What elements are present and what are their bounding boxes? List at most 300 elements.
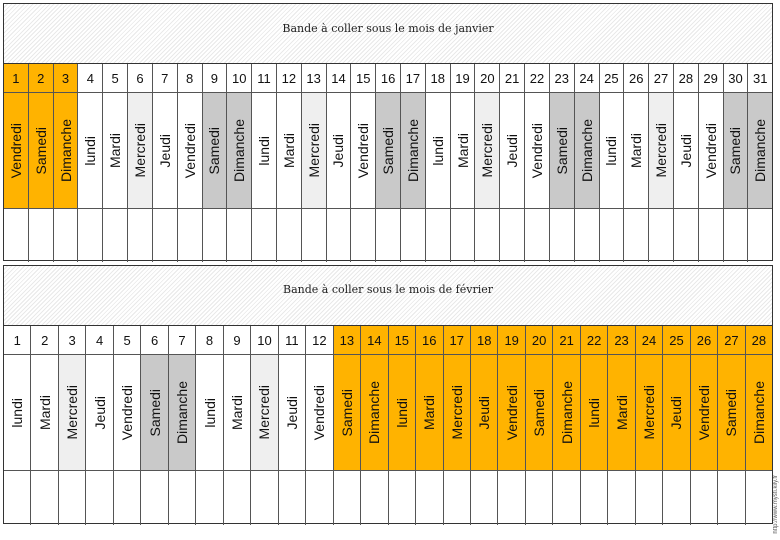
day-name-cell	[29, 92, 53, 209]
day-name: Mardi	[36, 394, 53, 430]
day-name-cell	[327, 92, 351, 209]
blank-cell	[553, 471, 579, 525]
day-column	[141, 326, 168, 525]
day-name: lundi	[256, 135, 273, 166]
day-name-cell	[86, 354, 112, 471]
day-number: 6	[150, 332, 159, 348]
day-name-cell	[279, 354, 305, 471]
blank-cell	[581, 471, 607, 525]
day-number: 9	[233, 332, 241, 348]
blank-cell	[227, 209, 251, 262]
day-column	[251, 326, 278, 525]
day-number: 5	[111, 70, 119, 86]
day-column	[663, 326, 690, 525]
day-name-cell	[608, 354, 634, 471]
day-name: Dimanche	[750, 380, 767, 445]
day-name-cell	[351, 92, 375, 209]
day-name-cell	[224, 354, 250, 471]
blank-cell	[277, 209, 301, 262]
day-name: Dimanche	[752, 118, 769, 183]
blank-cell	[114, 471, 140, 525]
day-name: Samedi	[338, 388, 355, 437]
day-number: 7	[178, 332, 186, 348]
blank-cell	[500, 209, 524, 262]
day-name: Mardi	[613, 394, 630, 430]
day-name: Samedi	[32, 126, 49, 175]
blank-cell	[128, 209, 152, 262]
day-name-cell	[498, 354, 524, 471]
blank-cell	[361, 471, 387, 525]
day-name-cell	[526, 354, 552, 471]
day-name-cell	[550, 92, 574, 209]
january-header	[4, 4, 772, 64]
day-column	[550, 64, 575, 262]
day-number: 15	[356, 70, 371, 86]
day-name: Jeudi	[668, 395, 685, 430]
day-number: 19	[455, 70, 470, 86]
day-number: 28	[678, 70, 694, 86]
blank-cell	[251, 471, 277, 525]
day-column	[475, 64, 500, 262]
day-name: Vendredi	[702, 122, 719, 179]
day-column	[444, 326, 471, 525]
blank-cell	[306, 471, 332, 525]
day-name: Dimanche	[404, 118, 421, 183]
day-name-cell	[575, 92, 599, 209]
day-name: Dimanche	[366, 380, 383, 445]
day-name-cell	[203, 92, 227, 209]
day-name: Mardi	[628, 132, 645, 168]
day-name: Jeudi	[91, 395, 108, 430]
day-number: 15	[389, 326, 415, 354]
day-name-cell	[500, 92, 524, 209]
day-column	[724, 64, 749, 262]
blank-cell	[203, 209, 227, 262]
day-column	[649, 64, 674, 262]
day-number: 26	[691, 326, 717, 354]
day-number: 17	[405, 70, 421, 86]
blank-cell	[224, 471, 250, 525]
blank-cell	[389, 471, 415, 525]
day-number: 4	[96, 332, 104, 348]
day-name: Dimanche	[578, 118, 595, 183]
day-number: 11	[285, 332, 299, 348]
day-column	[327, 64, 352, 262]
day-number: 24	[579, 70, 594, 86]
day-name: Vendredi	[181, 122, 198, 179]
day-name-cell	[444, 354, 470, 471]
day-name: Jeudi	[677, 133, 694, 168]
day-column	[600, 64, 625, 262]
day-column	[334, 326, 361, 525]
day-number: 1	[13, 332, 21, 348]
day-name: lundi	[586, 397, 603, 428]
day-column	[31, 326, 58, 525]
day-name-cell	[59, 354, 85, 471]
day-number: 9	[210, 70, 219, 86]
day-number: 25	[604, 70, 619, 86]
day-column	[500, 64, 525, 262]
day-number: 3	[68, 332, 76, 348]
day-number: 20	[526, 326, 552, 354]
blank-cell	[279, 471, 305, 525]
day-column	[86, 326, 113, 525]
day-name-cell	[54, 92, 78, 209]
day-name-cell	[718, 354, 744, 471]
day-column	[196, 326, 223, 525]
day-number: 27	[718, 326, 744, 354]
day-number: 22	[529, 70, 545, 86]
day-number: 19	[498, 326, 524, 354]
day-column	[575, 64, 600, 262]
day-name: Mercredi	[305, 123, 322, 178]
day-name: Vendredi	[355, 122, 372, 179]
day-number: 30	[728, 70, 743, 86]
day-column	[29, 64, 54, 262]
day-number: 23	[554, 70, 570, 86]
day-number: 13	[306, 70, 321, 86]
day-name-cell	[553, 354, 579, 471]
blank-cell	[718, 471, 744, 525]
day-name: Samedi	[553, 126, 570, 175]
blank-cell	[29, 209, 53, 262]
day-number: 29	[703, 70, 718, 86]
blank-cell	[575, 209, 599, 262]
day-column	[128, 64, 153, 262]
day-name: Mardi	[228, 394, 245, 430]
day-name-cell	[141, 354, 167, 471]
blank-cell	[674, 209, 698, 262]
blank-cell	[475, 209, 499, 262]
day-column	[416, 326, 443, 525]
blank-cell	[444, 471, 470, 525]
blank-cell	[746, 471, 772, 525]
day-name: Dimanche	[231, 118, 248, 183]
day-number: 13	[334, 326, 360, 354]
day-number: 14	[331, 70, 346, 86]
blank-cell	[103, 209, 127, 262]
day-column	[525, 64, 550, 262]
day-number: 20	[480, 70, 495, 86]
day-name-cell	[724, 92, 748, 209]
day-column	[553, 326, 580, 525]
day-name-cell	[277, 92, 301, 209]
day-name: lundi	[393, 397, 410, 428]
day-number: 21	[504, 70, 520, 86]
day-number: 8	[185, 70, 194, 86]
blank-cell	[748, 209, 772, 262]
blank-cell	[169, 471, 195, 525]
day-name: Mercredi	[448, 385, 465, 440]
blank-cell	[451, 209, 475, 262]
blank-cell	[526, 471, 552, 525]
day-number: 5	[123, 332, 131, 348]
day-name-cell	[334, 354, 360, 471]
day-column	[78, 64, 103, 262]
blank-cell	[624, 209, 648, 262]
day-name-cell	[306, 354, 332, 471]
day-number: 22	[581, 326, 607, 354]
day-number: 24	[636, 326, 662, 354]
day-column	[178, 64, 203, 262]
blank-cell	[327, 209, 351, 262]
day-column	[636, 326, 663, 525]
day-name: Mardi	[454, 132, 471, 168]
day-column	[426, 64, 451, 262]
day-name: Vendredi	[7, 122, 24, 179]
day-name: Mercredi	[653, 123, 670, 178]
day-column	[203, 64, 228, 262]
day-name: Jeudi	[476, 395, 493, 430]
blank-cell	[78, 209, 102, 262]
blank-cell	[663, 471, 689, 525]
day-name: Samedi	[206, 126, 223, 175]
day-name-cell	[624, 92, 648, 209]
day-column	[674, 64, 699, 262]
day-name-cell	[31, 354, 57, 471]
day-column	[376, 64, 401, 262]
day-name: lundi	[201, 397, 218, 428]
day-name: Jeudi	[156, 133, 173, 168]
blank-cell	[4, 471, 30, 525]
day-column	[227, 64, 252, 262]
day-name: Vendredi	[119, 384, 136, 441]
day-name-cell	[600, 92, 624, 209]
day-name: Vendredi	[503, 384, 520, 441]
day-name-cell	[674, 92, 698, 209]
day-name-cell	[302, 92, 326, 209]
blank-cell	[351, 209, 375, 262]
day-name-cell	[451, 92, 475, 209]
day-name-cell	[78, 92, 102, 209]
day-number: 3	[54, 64, 78, 92]
day-column	[471, 326, 498, 525]
february-header	[4, 266, 772, 326]
day-name: Mardi	[280, 132, 297, 168]
day-number: 14	[361, 326, 387, 354]
day-number: 31	[753, 70, 768, 86]
day-column	[526, 326, 553, 525]
blank-cell	[153, 209, 177, 262]
day-name: Mercredi	[256, 385, 273, 440]
day-number: 2	[41, 332, 49, 348]
blank-cell	[4, 209, 28, 262]
blank-cell	[724, 209, 748, 262]
day-number: 18	[471, 326, 497, 354]
day-number: 2	[29, 64, 53, 92]
day-number: 12	[312, 332, 327, 348]
blank-cell	[178, 209, 202, 262]
day-name-cell	[649, 92, 673, 209]
day-name: Mercredi	[131, 123, 148, 178]
blank-cell	[416, 471, 442, 525]
day-column	[4, 326, 31, 525]
day-column	[54, 64, 79, 262]
day-name: Vendredi	[528, 122, 545, 179]
day-column	[691, 326, 718, 525]
day-column	[224, 326, 251, 525]
day-number: 8	[205, 332, 214, 348]
day-name: Samedi	[146, 388, 163, 437]
day-number: 4	[86, 70, 94, 86]
blank-cell	[426, 209, 450, 262]
day-name-cell	[251, 354, 277, 471]
day-name: Samedi	[723, 388, 740, 437]
day-number: 7	[161, 70, 169, 86]
day-name-cell	[227, 92, 251, 209]
day-name: lundi	[82, 135, 99, 166]
day-column	[153, 64, 178, 262]
february-day-grid	[4, 326, 772, 525]
blank-cell	[302, 209, 326, 262]
blank-cell	[401, 209, 425, 262]
day-name-cell	[376, 92, 400, 209]
day-name-cell	[178, 92, 202, 209]
day-name-cell	[663, 354, 689, 471]
day-column	[103, 64, 128, 262]
day-name: Vendredi	[311, 384, 328, 441]
day-name-cell	[426, 92, 450, 209]
day-name-cell	[196, 354, 222, 471]
day-column	[389, 326, 416, 525]
february-title: Bande à coller sous le mois de février	[282, 283, 494, 296]
blank-cell	[498, 471, 524, 525]
day-column	[361, 326, 388, 525]
blank-cell	[608, 471, 634, 525]
day-column	[351, 64, 376, 262]
day-number: 18	[430, 70, 445, 86]
day-name: Mardi	[107, 132, 124, 168]
day-name-cell	[4, 354, 30, 471]
day-name: lundi	[429, 135, 446, 166]
day-column	[4, 64, 29, 262]
blank-cell	[31, 471, 57, 525]
day-name: Mercredi	[64, 385, 81, 440]
day-name: Samedi	[380, 126, 397, 175]
day-number: 6	[136, 70, 144, 86]
blank-cell	[699, 209, 723, 262]
day-column	[608, 326, 635, 525]
day-column	[169, 326, 196, 525]
day-column	[401, 64, 426, 262]
day-name-cell	[114, 354, 140, 471]
day-name-cell	[471, 354, 497, 471]
day-number: 10	[231, 70, 247, 86]
day-number: 26	[628, 70, 644, 86]
day-number: 16	[416, 326, 442, 354]
day-name-cell	[699, 92, 723, 209]
day-number: 1	[4, 64, 28, 92]
day-column	[302, 64, 327, 262]
day-name: Dimanche	[558, 380, 575, 445]
february-strip	[3, 265, 773, 524]
blank-cell	[471, 471, 497, 525]
day-name-cell	[746, 354, 772, 471]
blank-cell	[691, 471, 717, 525]
day-name: Dimanche	[57, 118, 74, 183]
blank-cell	[141, 471, 167, 525]
day-column	[277, 64, 302, 262]
day-column	[699, 64, 724, 262]
day-name: Mardi	[421, 394, 438, 430]
day-number: 17	[444, 326, 470, 354]
january-day-grid	[4, 64, 772, 262]
january-title: Bande à coller sous le mois de janvier	[282, 22, 494, 35]
day-name-cell	[525, 92, 549, 209]
day-number: 11	[257, 70, 271, 86]
day-name-cell	[389, 354, 415, 471]
day-name: Jeudi	[283, 395, 300, 430]
january-strip	[3, 3, 773, 261]
blank-cell	[525, 209, 549, 262]
day-name: lundi	[9, 397, 26, 428]
day-name: Vendredi	[695, 384, 712, 441]
day-column	[581, 326, 608, 525]
blank-cell	[376, 209, 400, 262]
day-column	[748, 64, 772, 262]
blank-cell	[649, 209, 673, 262]
credit-url: http://www.mysti.kily.fr	[773, 475, 779, 534]
day-column	[624, 64, 649, 262]
blank-cell	[86, 471, 112, 525]
day-name-cell	[416, 354, 442, 471]
day-name-cell	[748, 92, 772, 209]
day-name: Mercredi	[641, 385, 658, 440]
day-column	[279, 326, 306, 525]
day-name-cell	[581, 354, 607, 471]
day-column	[718, 326, 745, 525]
day-column	[498, 326, 525, 525]
blank-cell	[636, 471, 662, 525]
day-number: 12	[281, 70, 297, 86]
blank-cell	[196, 471, 222, 525]
day-number: 23	[608, 326, 634, 354]
blank-cell	[334, 471, 360, 525]
day-name-cell	[169, 354, 195, 471]
day-name-cell	[636, 354, 662, 471]
day-number: 21	[553, 326, 579, 354]
day-name-cell	[153, 92, 177, 209]
blank-cell	[54, 209, 78, 262]
day-name: lundi	[603, 135, 620, 166]
day-name-cell	[401, 92, 425, 209]
blank-cell	[59, 471, 85, 525]
day-name-cell	[252, 92, 276, 209]
day-number: 16	[380, 70, 396, 86]
day-name-cell	[103, 92, 127, 209]
day-column	[451, 64, 476, 262]
day-name: Dimanche	[174, 380, 191, 445]
day-name-cell	[691, 354, 717, 471]
day-name: Jeudi	[504, 133, 521, 168]
day-name: Mercredi	[479, 123, 496, 178]
day-name: Jeudi	[330, 133, 347, 168]
day-number: 27	[653, 70, 669, 86]
day-name-cell	[475, 92, 499, 209]
day-column	[746, 326, 772, 525]
day-column	[59, 326, 86, 525]
day-number: 28	[746, 326, 772, 354]
day-column	[114, 326, 141, 525]
day-column	[306, 326, 333, 525]
blank-cell	[550, 209, 574, 262]
day-number: 10	[257, 332, 272, 348]
day-name: Samedi	[531, 388, 548, 437]
blank-cell	[600, 209, 624, 262]
day-number: 25	[663, 326, 689, 354]
blank-cell	[252, 209, 276, 262]
day-name-cell	[128, 92, 152, 209]
